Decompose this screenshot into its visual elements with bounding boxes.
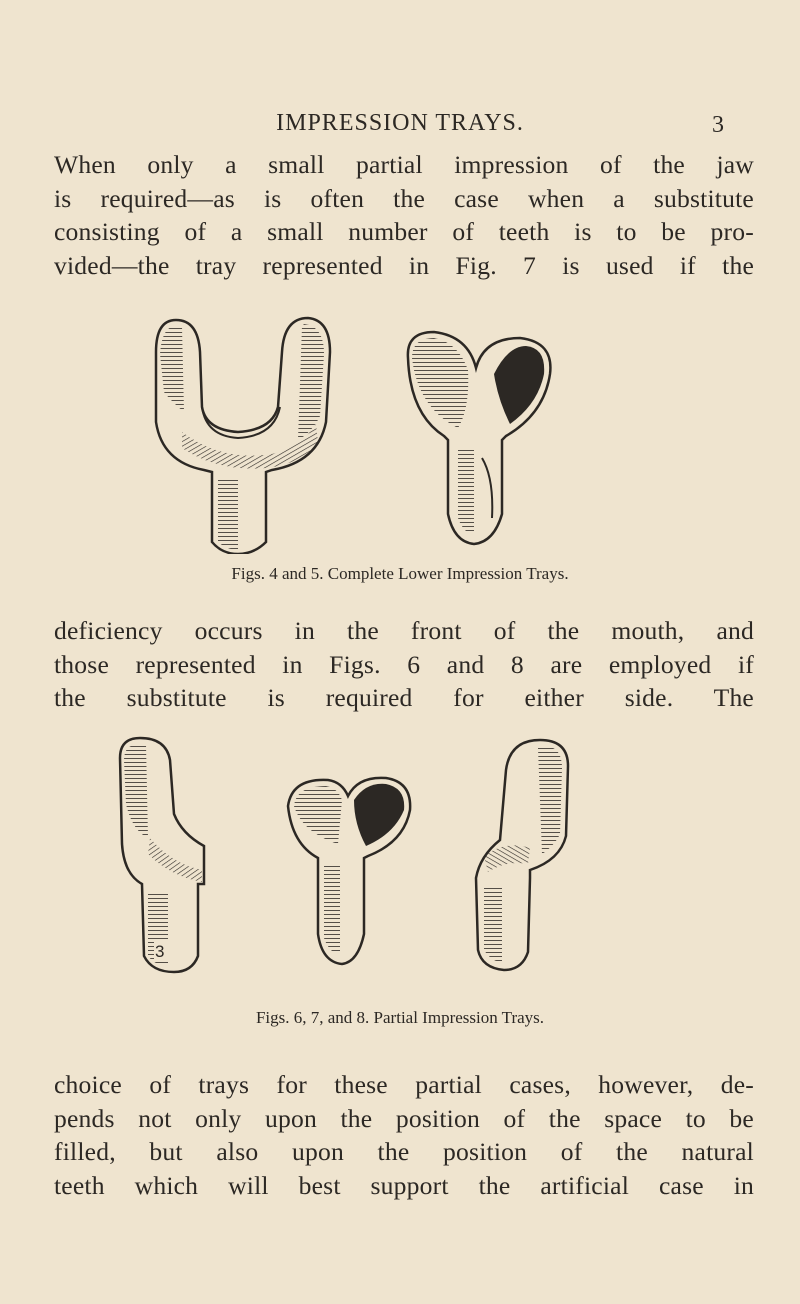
- figure-caption-6-8: Figs. 6, 7, and 8. Partial Impression Trays.: [255, 1008, 545, 1027]
- text-line: the substitute is required for either side. The: [54, 683, 754, 712]
- page-number: 3: [712, 112, 724, 138]
- figure-8-partial-tray-illustration: [470, 736, 584, 972]
- text-line: pends not only upon the position of the space to be: [54, 1103, 754, 1133]
- text-line: choice of trays for these partial cases, however, de-: [54, 1070, 754, 1099]
- figure-6-partial-tray-illustration: [112, 734, 216, 974]
- text-line: When only a small partial impression of the jaw: [54, 150, 754, 179]
- text-line: deficiency occurs in the front of the mouth, and: [54, 616, 754, 645]
- figure-6-mark: 3: [155, 942, 165, 961]
- paragraph-2: [54, 614, 754, 715]
- figure-7-partial-tray-illustration: [282, 770, 416, 970]
- figure-5-lower-tray-illustration: [398, 318, 558, 548]
- text-line: those represented in Figs. 6 and 8 are employed if: [54, 649, 754, 679]
- figure-4-lower-tray-illustration: [142, 312, 342, 554]
- text-line: consisting of a small number of teeth is to be pro-: [54, 217, 754, 246]
- running-head: IMPRESSION TRAYS.: [276, 110, 524, 136]
- text-line: teeth which will best support the artificial case in: [54, 1170, 754, 1200]
- text-line: filled, but also upon the position of the natural: [54, 1137, 754, 1166]
- text-line: is required—as is often the case when a substitute: [54, 183, 754, 213]
- paragraph-1: [54, 148, 754, 282]
- paragraph-3: [54, 1068, 754, 1202]
- figure-caption-4-5: Figs. 4 and 5. Complete Lower Impression Trays.: [231, 564, 569, 583]
- text-line: vided—the tray represented in Fig. 7 is used if the: [54, 250, 754, 280]
